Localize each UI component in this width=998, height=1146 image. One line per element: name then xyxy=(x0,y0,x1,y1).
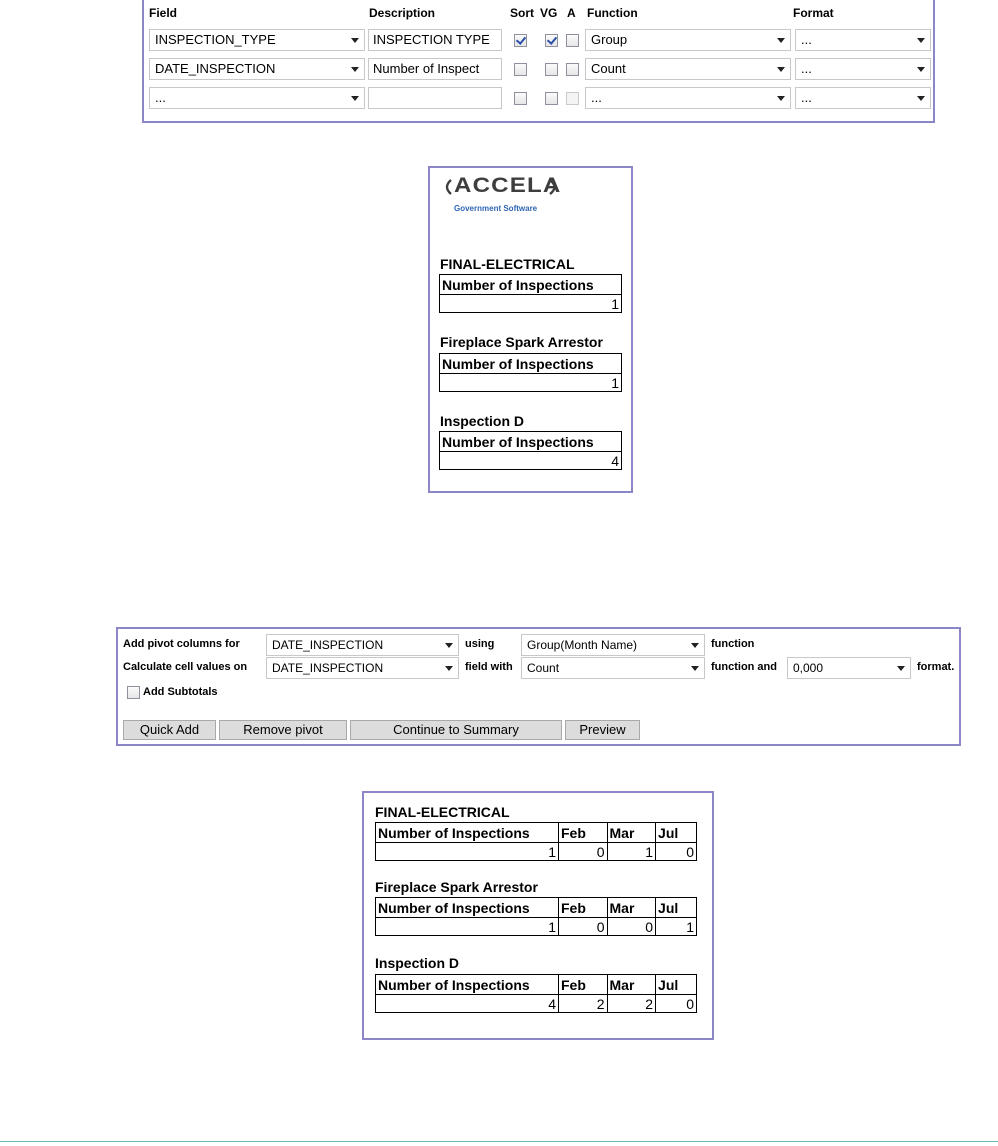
function-select[interactable] xyxy=(585,87,791,109)
table-cell: 4 xyxy=(376,995,559,1013)
field-select[interactable] xyxy=(149,87,365,109)
pivot-function-select[interactable] xyxy=(521,634,705,656)
format-header: Format xyxy=(793,6,834,20)
table-cell: 1 xyxy=(440,295,622,313)
field-select-value: ... xyxy=(155,90,166,105)
description-header: Description xyxy=(369,6,436,20)
function-select-value: Count xyxy=(591,61,626,76)
column-header: Mar xyxy=(607,898,656,918)
dropdown-arrow-icon xyxy=(691,643,699,648)
group-title: Inspection D xyxy=(375,955,460,971)
pivot-columns-label: Add pivot columns for xyxy=(123,638,240,650)
remove-pivot-button[interactable]: Remove pivot xyxy=(219,720,347,740)
column-header: Number of Inspections xyxy=(376,898,559,918)
dropdown-arrow-icon xyxy=(917,38,925,43)
column-header: Mar xyxy=(607,975,656,995)
cell-function-select[interactable] xyxy=(521,657,705,679)
column-header: Number of Inspections xyxy=(440,275,622,295)
column-header: Feb xyxy=(559,898,608,918)
table-cell: 4 xyxy=(440,452,622,470)
a-header: A xyxy=(567,6,576,20)
a-checkbox[interactable] xyxy=(566,92,579,105)
column-header: Feb xyxy=(559,975,608,995)
report-table xyxy=(439,353,622,392)
report-preview-pivot xyxy=(362,791,714,1040)
description-input[interactable] xyxy=(368,87,502,109)
footer-divider xyxy=(0,1141,998,1142)
pivot-table xyxy=(375,822,697,861)
add-subtotals-checkbox[interactable] xyxy=(127,686,140,699)
vg-checkbox[interactable] xyxy=(545,63,558,76)
accela-logo: ACCELA xyxy=(454,174,562,197)
dropdown-arrow-icon xyxy=(351,67,359,72)
a-checkbox[interactable] xyxy=(566,34,579,47)
pivot-table xyxy=(375,974,697,1013)
table-cell: 0 xyxy=(559,918,608,936)
dropdown-arrow-icon xyxy=(777,38,785,43)
description-input[interactable] xyxy=(368,58,502,80)
table-cell: 1 xyxy=(440,374,622,392)
column-header: Number of Inspections xyxy=(440,354,622,374)
column-header: Number of Inspections xyxy=(376,823,559,843)
pivot-panel xyxy=(116,627,961,746)
format-select-value: ... xyxy=(801,90,812,105)
dropdown-arrow-icon xyxy=(897,666,905,671)
format-select[interactable] xyxy=(795,87,931,109)
format-select-value: ... xyxy=(801,61,812,76)
field-with-label: field with xyxy=(465,661,513,673)
a-checkbox[interactable] xyxy=(566,63,579,76)
dropdown-arrow-icon xyxy=(445,643,453,648)
function-and-label: function and xyxy=(711,661,777,673)
table-cell: 2 xyxy=(607,995,656,1013)
description-input[interactable] xyxy=(368,29,502,51)
group-title: FINAL-ELECTRICAL xyxy=(440,256,575,272)
dropdown-arrow-icon xyxy=(691,666,699,671)
vg-checkbox[interactable] xyxy=(545,34,558,47)
vg-header: VG xyxy=(540,6,558,20)
format-label: format. xyxy=(917,661,955,673)
function-label: function xyxy=(711,638,755,650)
quick-add-button[interactable]: Quick Add xyxy=(123,720,216,740)
function-select-value: Group xyxy=(591,32,628,47)
function-select[interactable] xyxy=(585,29,791,51)
column-header: Mar xyxy=(607,823,656,843)
dropdown-arrow-icon xyxy=(777,67,785,72)
pivot-column-field-value: DATE_INSPECTION xyxy=(272,638,384,652)
sort-checkbox[interactable] xyxy=(514,63,527,76)
cell-function-value: Count xyxy=(527,661,560,675)
group-title: Inspection D xyxy=(440,413,525,429)
description-value: Number of Inspect xyxy=(373,61,480,76)
column-header: Number of Inspections xyxy=(440,432,622,452)
field-header: Field xyxy=(149,6,178,20)
column-header: Jul xyxy=(656,975,697,995)
report-table xyxy=(439,274,622,313)
dropdown-arrow-icon xyxy=(777,96,785,101)
sort-header: Sort xyxy=(510,6,534,20)
description-value: INSPECTION TYPE xyxy=(373,32,490,47)
cell-format-value: 0,000 xyxy=(793,661,824,675)
table-cell: 0 xyxy=(656,995,697,1013)
column-header: Jul xyxy=(656,898,697,918)
group-title: Fireplace Spark Arrestor xyxy=(440,334,603,350)
continue-to-summary-button[interactable]: Continue to Summary xyxy=(350,720,562,740)
pivot-table xyxy=(375,897,697,936)
function-select[interactable] xyxy=(585,58,791,80)
format-select-value: ... xyxy=(801,32,812,47)
format-select[interactable] xyxy=(795,29,931,51)
format-select[interactable] xyxy=(795,58,931,80)
pivot-function-value: Group(Month Name) xyxy=(527,638,638,652)
table-cell: 0 xyxy=(559,843,608,861)
column-header: Number of Inspections xyxy=(376,975,559,995)
cell-value-field-select[interactable] xyxy=(266,657,459,679)
group-title: Fireplace Spark Arrestor xyxy=(375,879,538,895)
field-select[interactable] xyxy=(149,58,365,80)
field-select-value: DATE_INSPECTION xyxy=(155,61,276,76)
function-header: Function xyxy=(587,6,638,20)
field-grid-panel xyxy=(142,0,935,123)
sort-checkbox[interactable] xyxy=(514,34,527,47)
vg-checkbox[interactable] xyxy=(545,92,558,105)
dropdown-arrow-icon xyxy=(917,96,925,101)
field-select[interactable] xyxy=(149,29,365,51)
table-cell: 1 xyxy=(376,918,559,936)
sort-checkbox[interactable] xyxy=(514,92,527,105)
using-label: using xyxy=(465,638,495,650)
table-cell: 1 xyxy=(656,918,697,936)
table-cell: 2 xyxy=(559,995,608,1013)
table-cell: 1 xyxy=(607,843,656,861)
report-preview-grouped xyxy=(428,166,633,493)
column-header: Jul xyxy=(656,823,697,843)
accela-tagline: Government Software xyxy=(454,204,538,213)
function-select-value: ... xyxy=(591,90,602,105)
column-header: Feb xyxy=(559,823,608,843)
calculate-cell-values-label: Calculate cell values on xyxy=(123,661,248,673)
cell-format-select[interactable] xyxy=(787,657,911,679)
group-title: FINAL-ELECTRICAL xyxy=(375,804,510,820)
dropdown-arrow-icon xyxy=(445,666,453,671)
table-cell: 0 xyxy=(607,918,656,936)
table-cell: 0 xyxy=(656,843,697,861)
pivot-column-field-select[interactable] xyxy=(266,634,459,656)
dropdown-arrow-icon xyxy=(351,38,359,43)
table-cell: 1 xyxy=(376,843,559,861)
cell-value-field-value: DATE_INSPECTION xyxy=(272,661,384,675)
field-select-value: INSPECTION_TYPE xyxy=(155,32,276,47)
dropdown-arrow-icon xyxy=(351,96,359,101)
preview-button[interactable]: Preview xyxy=(565,720,640,740)
add-subtotals-label: Add Subtotals xyxy=(143,686,218,698)
dropdown-arrow-icon xyxy=(917,67,925,72)
report-table xyxy=(439,431,622,470)
